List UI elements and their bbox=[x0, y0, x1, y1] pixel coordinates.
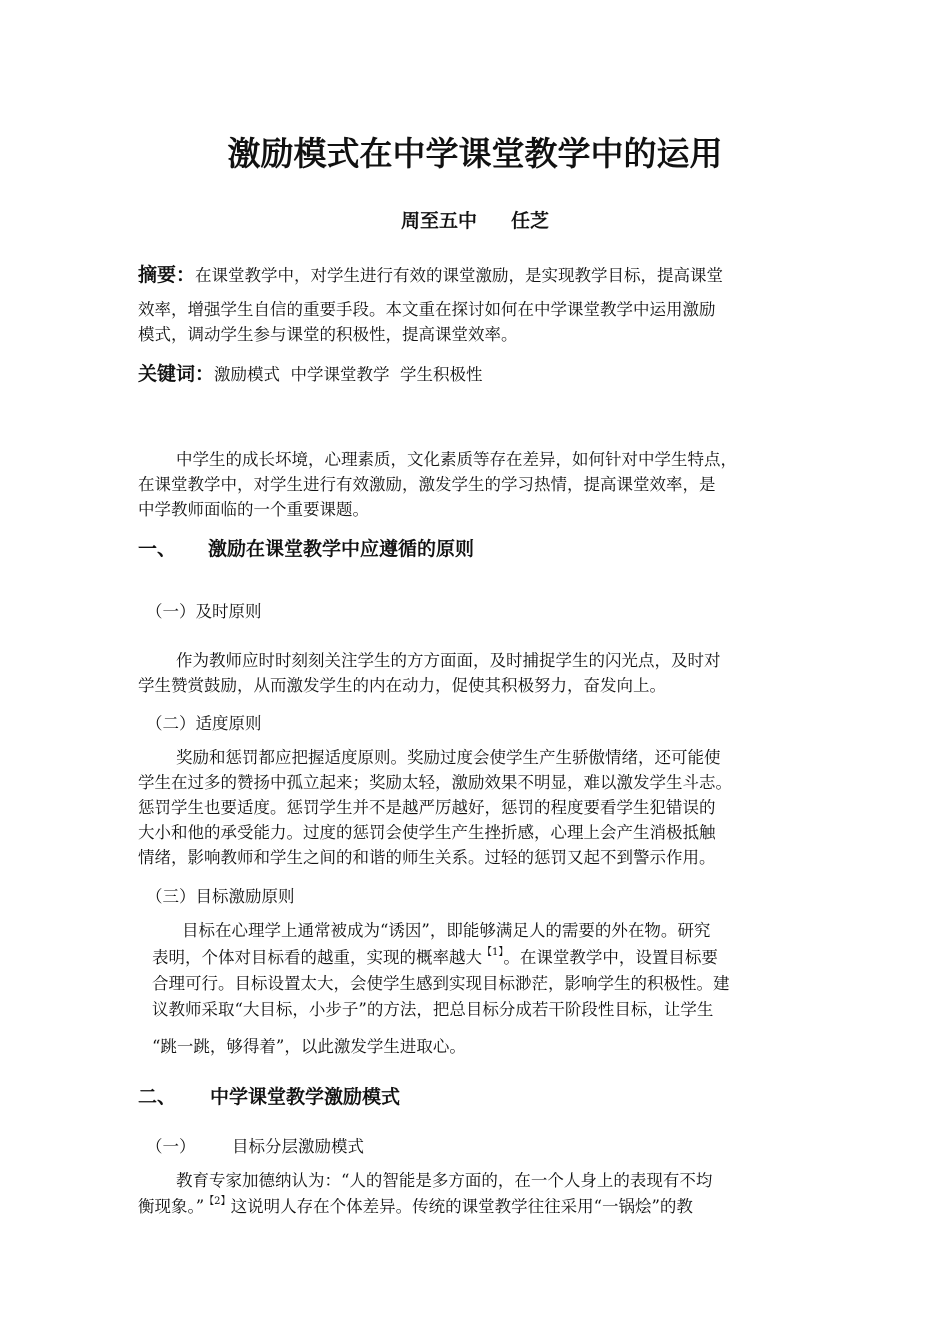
paragraph-line: 惩罚学生也要适度。惩罚学生并不是越严厉越好，惩罚的程度要看学生犯错误的 bbox=[138, 798, 716, 817]
citation-ref: 【2】 bbox=[204, 1196, 231, 1207]
abstract-line: 效率，增强学生自信的重要手段。本文重在探讨如何在中学课堂教学中运用激励 bbox=[138, 300, 716, 319]
author-name: 任芝 bbox=[511, 210, 550, 232]
abstract-first-line bbox=[138, 260, 723, 287]
section2-sub1-label: 目标分层激励模式 bbox=[232, 1137, 364, 1156]
keywords-line bbox=[138, 359, 483, 386]
section1-title: 激励在课堂教学中应遵循的原则 bbox=[208, 538, 475, 560]
paragraph-text: 这说明人存在个体差异。传统的课堂教学往往采用“一锅烩”的教 bbox=[230, 1197, 693, 1216]
intro-line: 在课堂教学中，对学生进行有效激励，激发学生的学习热情，提高课堂效率，是 bbox=[138, 475, 716, 494]
paragraph-line: 议教师采取“大目标，小步子”的方法，把总目标分成若干阶段性目标，让学生 bbox=[152, 1000, 714, 1019]
paragraph-text: 。在课堂教学中，设置目标要 bbox=[503, 948, 718, 967]
paragraph-line: 大小和他的承受能力。过度的惩罚会使学生产生挫折感，心理上会产生消极抵触 bbox=[138, 823, 716, 842]
section2-number: 二、 bbox=[138, 1086, 177, 1108]
section1-sub2-label: （二）适度原则 bbox=[146, 714, 262, 733]
paragraph-line: 目标在心理学上通常被成为“诱因”，即能够满足人的需要的外在物。研究 bbox=[182, 921, 711, 940]
citation-ref: 【1】 bbox=[482, 947, 504, 958]
paragraph-line: 合理可行。目标设置太大，会使学生感到实现目标渺茫，影响学生的积极性。建 bbox=[152, 974, 730, 993]
abstract-label: 摘要： bbox=[138, 264, 196, 286]
abstract-line: 在课堂教学中，对学生进行有效的课堂激励，是实现教学目标，提高课堂 bbox=[195, 266, 724, 285]
paragraph-line: 情绪，影响教师和学生之间的和谐的师生关系。过轻的惩罚又起不到警示作用。 bbox=[138, 848, 716, 867]
paragraph-text: 衡现象。” bbox=[138, 1197, 205, 1216]
section2-title: 中学课堂教学激励模式 bbox=[210, 1086, 401, 1108]
abstract-line: 模式，调动学生参与课堂的积极性，提高课堂效率。 bbox=[138, 325, 518, 344]
paragraph-line: “跳一跳，够得着”，以此激发学生进取心。 bbox=[152, 1037, 466, 1056]
paragraph-line: 学生在过多的赞扬中孤立起来；奖励太轻，激励效果不明显，难以激发学生斗志。 bbox=[138, 773, 732, 792]
keywords-text: 激励模式 中学课堂教学 学生积极性 bbox=[214, 365, 483, 384]
section1-sub3-label: （三）目标激励原则 bbox=[146, 887, 295, 906]
section1-sub1-label: （一）及时原则 bbox=[146, 602, 262, 621]
author-byline bbox=[0, 206, 950, 233]
keywords-label: 关键词： bbox=[138, 363, 215, 385]
section2-sub1-number: （一） bbox=[146, 1137, 196, 1156]
paragraph-line: 学生赞赏鼓励，从而激发学生的内在动力，促使其积极努力，奋发向上。 bbox=[138, 676, 666, 695]
intro-line: 中学生的成长坏境，心理素质，文化素质等存在差异，如何针对中学生特点， bbox=[176, 450, 737, 469]
intro-line: 中学教师面临的一个重要课题。 bbox=[138, 500, 369, 519]
author-school: 周至五中 bbox=[400, 210, 477, 232]
paragraph-line-with-ref bbox=[138, 1193, 693, 1217]
paragraph-line: 教育专家加德纳认为：“人的智能是多方面的，在一个人身上的表现有不均 bbox=[176, 1171, 713, 1190]
section1-number: 一、 bbox=[138, 538, 177, 560]
paragraph-line: 奖励和惩罚都应把握适度原则。奖励过度会使学生产生骄傲情绪，还可能使 bbox=[176, 748, 721, 767]
paragraph-text: 表明，个体对目标看的越重，实现的概率越大 bbox=[152, 948, 482, 967]
paragraph-line-with-ref bbox=[152, 944, 718, 968]
document-title: 激励模式在中学课堂教学中的运用 bbox=[227, 134, 723, 173]
paragraph-line: 作为教师应时时刻刻关注学生的方方面面，及时捕捉学生的闪光点，及时对 bbox=[176, 651, 721, 670]
